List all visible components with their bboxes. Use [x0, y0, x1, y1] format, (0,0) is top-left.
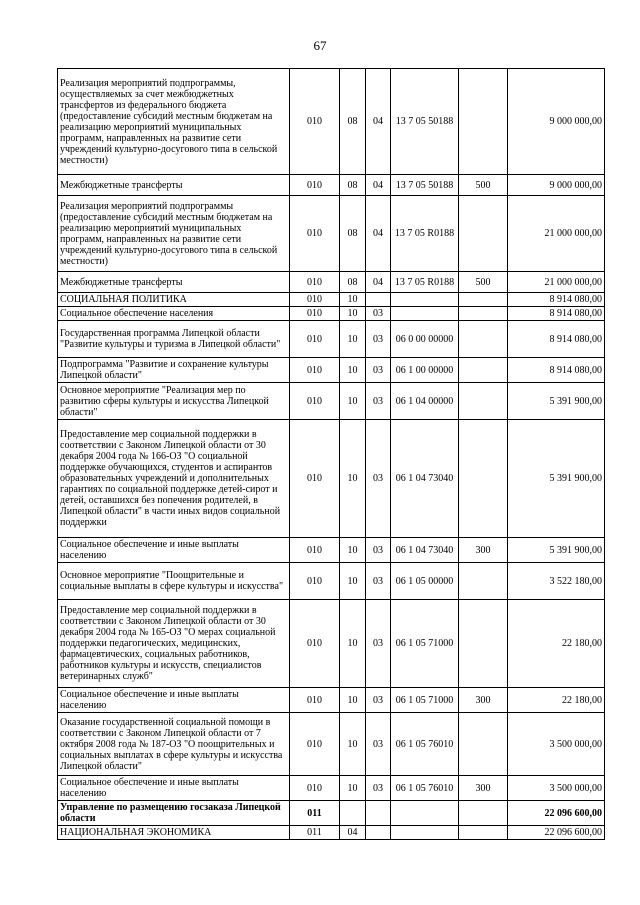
section-code-cell: 10 — [340, 563, 366, 600]
admin-code-cell: 010 — [290, 307, 340, 321]
table-row — [58, 538, 605, 563]
admin-code-cell: 011 — [290, 801, 340, 826]
section-code-cell: 10 — [340, 420, 366, 538]
expense-type-cell — [459, 321, 508, 358]
section-code-cell: 08 — [340, 69, 366, 175]
amount-cell: 8 914 080,00 — [508, 307, 605, 321]
row-name-cell: Предоставление мер социальной поддержки в соответствии с Законом Липецкой области от 30 декабря 2004 года № 165-ОЗ "О мерах социальной поддержки педагогических, медицинских, фармацевтических, социальных работников, работников культуры и искусств, специалистов ветеринарных служб" — [58, 600, 290, 688]
subsection-code-cell: 03 — [366, 713, 391, 776]
expense-type-cell — [459, 358, 508, 383]
amount-cell: 22 180,00 — [508, 688, 605, 713]
page-number: 67 — [313, 38, 327, 53]
subsection-code-cell: 03 — [366, 383, 391, 420]
subsection-code-cell — [366, 826, 391, 840]
table-row — [58, 321, 605, 358]
target-article-cell: 06 1 05 71000 — [391, 688, 459, 713]
subsection-code-cell: 04 — [366, 196, 391, 272]
table-row — [58, 358, 605, 383]
amount-cell: 8 914 080,00 — [508, 358, 605, 383]
amount-cell: 22 180,00 — [508, 600, 605, 688]
table-row — [58, 776, 605, 801]
row-name-cell: Межбюджетные трансферты — [58, 272, 290, 293]
target-article-cell — [391, 826, 459, 840]
row-name-cell: Государственная программа Липецкой области "Развитие культуры и туризма в Липецкой области" — [58, 321, 290, 358]
amount-cell: 9 000 000,00 — [508, 175, 605, 196]
table-row — [58, 826, 605, 840]
subsection-code-cell: 03 — [366, 538, 391, 563]
target-article-cell: 13 7 05 50188 — [391, 175, 459, 196]
row-name-cell: НАЦИОНАЛЬНАЯ ЭКОНОМИКА — [58, 826, 290, 840]
row-name-cell: Социальное обеспечение и иные выплаты населению — [58, 776, 290, 801]
subsection-code-cell: 03 — [366, 420, 391, 538]
expense-type-cell — [459, 713, 508, 776]
subsection-code-cell: 03 — [366, 776, 391, 801]
expense-type-cell: 300 — [459, 776, 508, 801]
table-row — [58, 272, 605, 293]
amount-cell: 21 000 000,00 — [508, 272, 605, 293]
subsection-code-cell — [366, 801, 391, 826]
admin-code-cell: 010 — [290, 776, 340, 801]
admin-code-cell: 010 — [290, 358, 340, 383]
expense-type-cell: 300 — [459, 688, 508, 713]
row-name-cell: Основное мероприятие "Реализация мер по развитию сферы культуры и искусства Липецкой области" — [58, 383, 290, 420]
admin-code-cell: 010 — [290, 420, 340, 538]
expense-type-cell — [459, 801, 508, 826]
section-code-cell: 10 — [340, 688, 366, 713]
section-code-cell: 04 — [340, 826, 366, 840]
subsection-code-cell: 03 — [366, 307, 391, 321]
target-article-cell: 06 1 04 73040 — [391, 538, 459, 563]
row-name-cell: Социальное обеспечение населения — [58, 307, 290, 321]
table-row — [58, 801, 605, 826]
table-row — [58, 600, 605, 688]
admin-code-cell: 010 — [290, 175, 340, 196]
expense-type-cell — [459, 307, 508, 321]
admin-code-cell: 011 — [290, 826, 340, 840]
row-name-cell: Основное мероприятие "Поощрительные и социальные выплаты в сфере культуры и искусства" — [58, 563, 290, 600]
expense-type-cell: 300 — [459, 538, 508, 563]
amount-cell: 3 500 000,00 — [508, 776, 605, 801]
budget-table — [57, 68, 605, 840]
admin-code-cell: 010 — [290, 293, 340, 307]
target-article-cell — [391, 307, 459, 321]
target-article-cell — [391, 801, 459, 826]
row-name-cell: СОЦИАЛЬНАЯ ПОЛИТИКА — [58, 293, 290, 307]
section-code-cell: 10 — [340, 321, 366, 358]
table-row — [58, 713, 605, 776]
amount-cell: 22 096 600,00 — [508, 826, 605, 840]
row-name-cell: Социальное обеспечение и иные выплаты населению — [58, 688, 290, 713]
admin-code-cell: 010 — [290, 563, 340, 600]
subsection-code-cell: 03 — [366, 688, 391, 713]
admin-code-cell: 010 — [290, 383, 340, 420]
expense-type-cell — [459, 826, 508, 840]
section-code-cell — [340, 801, 366, 826]
row-name-cell: Подпрограмма "Развитие и сохранение культуры Липецкой области" — [58, 358, 290, 383]
row-name-cell: Управление по размещению госзаказа Липецкой области — [58, 801, 290, 826]
table-row — [58, 307, 605, 321]
row-name-cell: Предоставление мер социальной поддержки в соответствии с Законом Липецкой области от 30 декабря 2004 года № 166-ОЗ "О социальной поддержке обучающихся, студентов и аспирантов образовательных учреждений и дополнительных гарантиях по социальной поддержке детей-сирот и детей, оставшихся без попечения родителей, в Липецкой области" в части иных видов социальной поддержки — [58, 420, 290, 538]
section-code-cell: 08 — [340, 196, 366, 272]
section-code-cell: 10 — [340, 307, 366, 321]
row-name-cell: Межбюджетные трансферты — [58, 175, 290, 196]
budget-table-body — [58, 69, 605, 840]
expense-type-cell — [459, 600, 508, 688]
amount-cell: 8 914 080,00 — [508, 321, 605, 358]
section-code-cell: 10 — [340, 600, 366, 688]
table-row — [58, 563, 605, 600]
expense-type-cell: 500 — [459, 272, 508, 293]
target-article-cell — [391, 293, 459, 307]
target-article-cell: 06 1 05 00000 — [391, 563, 459, 600]
expense-type-cell — [459, 383, 508, 420]
amount-cell: 21 000 000,00 — [508, 196, 605, 272]
amount-cell: 9 000 000,00 — [508, 69, 605, 175]
subsection-code-cell — [366, 293, 391, 307]
table-row — [58, 420, 605, 538]
expense-type-cell — [459, 196, 508, 272]
table-row — [58, 383, 605, 420]
table-row — [58, 293, 605, 307]
amount-cell: 3 522 180,00 — [508, 563, 605, 600]
expense-type-cell — [459, 293, 508, 307]
amount-cell: 22 096 600,00 — [508, 801, 605, 826]
table-row — [58, 196, 605, 272]
target-article-cell: 06 1 04 73040 — [391, 420, 459, 538]
section-code-cell: 10 — [340, 538, 366, 563]
target-article-cell: 06 1 04 00000 — [391, 383, 459, 420]
row-name-cell: Социальное обеспечение и иные выплаты населению — [58, 538, 290, 563]
admin-code-cell: 010 — [290, 69, 340, 175]
subsection-code-cell: 03 — [366, 563, 391, 600]
admin-code-cell: 010 — [290, 713, 340, 776]
amount-cell: 8 914 080,00 — [508, 293, 605, 307]
row-name-cell: Оказание государственной социальной помощи в соответствии с Законом Липецкой области от 7 октября 2008 года № 187-ОЗ "О поощрительных и социальных выплатах в сфере культуры и искусства Липецкой области" — [58, 713, 290, 776]
subsection-code-cell: 03 — [366, 321, 391, 358]
subsection-code-cell: 03 — [366, 600, 391, 688]
row-name-cell: Реализация мероприятий подпрограммы, осуществляемых за счет межбюджетных трансфертов из федерального бюджета (предоставление субсидий местным бюджетам на реализацию мероприятий муниципальных программ, направленных на развитие сети учреждений культурно-досугового типа в сельской местности) — [58, 69, 290, 175]
table-row — [58, 69, 605, 175]
table-row — [58, 175, 605, 196]
admin-code-cell: 010 — [290, 600, 340, 688]
subsection-code-cell: 04 — [366, 272, 391, 293]
subsection-code-cell: 04 — [366, 69, 391, 175]
section-code-cell: 10 — [340, 776, 366, 801]
table-row — [58, 688, 605, 713]
target-article-cell: 06 1 00 00000 — [391, 358, 459, 383]
admin-code-cell: 010 — [290, 272, 340, 293]
section-code-cell: 10 — [340, 713, 366, 776]
admin-code-cell: 010 — [290, 321, 340, 358]
admin-code-cell: 010 — [290, 688, 340, 713]
subsection-code-cell: 03 — [366, 358, 391, 383]
section-code-cell: 08 — [340, 272, 366, 293]
target-article-cell: 13 7 05 R0188 — [391, 196, 459, 272]
subsection-code-cell: 04 — [366, 175, 391, 196]
section-code-cell: 08 — [340, 175, 366, 196]
amount-cell: 5 391 900,00 — [508, 420, 605, 538]
section-code-cell: 10 — [340, 383, 366, 420]
section-code-cell: 10 — [340, 358, 366, 383]
target-article-cell: 13 7 05 R0188 — [391, 272, 459, 293]
target-article-cell: 06 0 00 00000 — [391, 321, 459, 358]
amount-cell: 5 391 900,00 — [508, 538, 605, 563]
admin-code-cell: 010 — [290, 538, 340, 563]
expense-type-cell — [459, 563, 508, 600]
target-article-cell: 06 1 05 76010 — [391, 776, 459, 801]
row-name-cell: Реализация мероприятий подпрограммы (предоставление субсидий местным бюджетам на реализацию мероприятий муниципальных программ, направленных на развитие сети учреждений культурно-досугового типа в сельской местности) — [58, 196, 290, 272]
expense-type-cell — [459, 69, 508, 175]
amount-cell: 5 391 900,00 — [508, 383, 605, 420]
expense-type-cell — [459, 420, 508, 538]
expense-type-cell: 500 — [459, 175, 508, 196]
amount-cell: 3 500 000,00 — [508, 713, 605, 776]
target-article-cell: 13 7 05 50188 — [391, 69, 459, 175]
target-article-cell: 06 1 05 71000 — [391, 600, 459, 688]
target-article-cell: 06 1 05 76010 — [391, 713, 459, 776]
admin-code-cell: 010 — [290, 196, 340, 272]
section-code-cell: 10 — [340, 293, 366, 307]
